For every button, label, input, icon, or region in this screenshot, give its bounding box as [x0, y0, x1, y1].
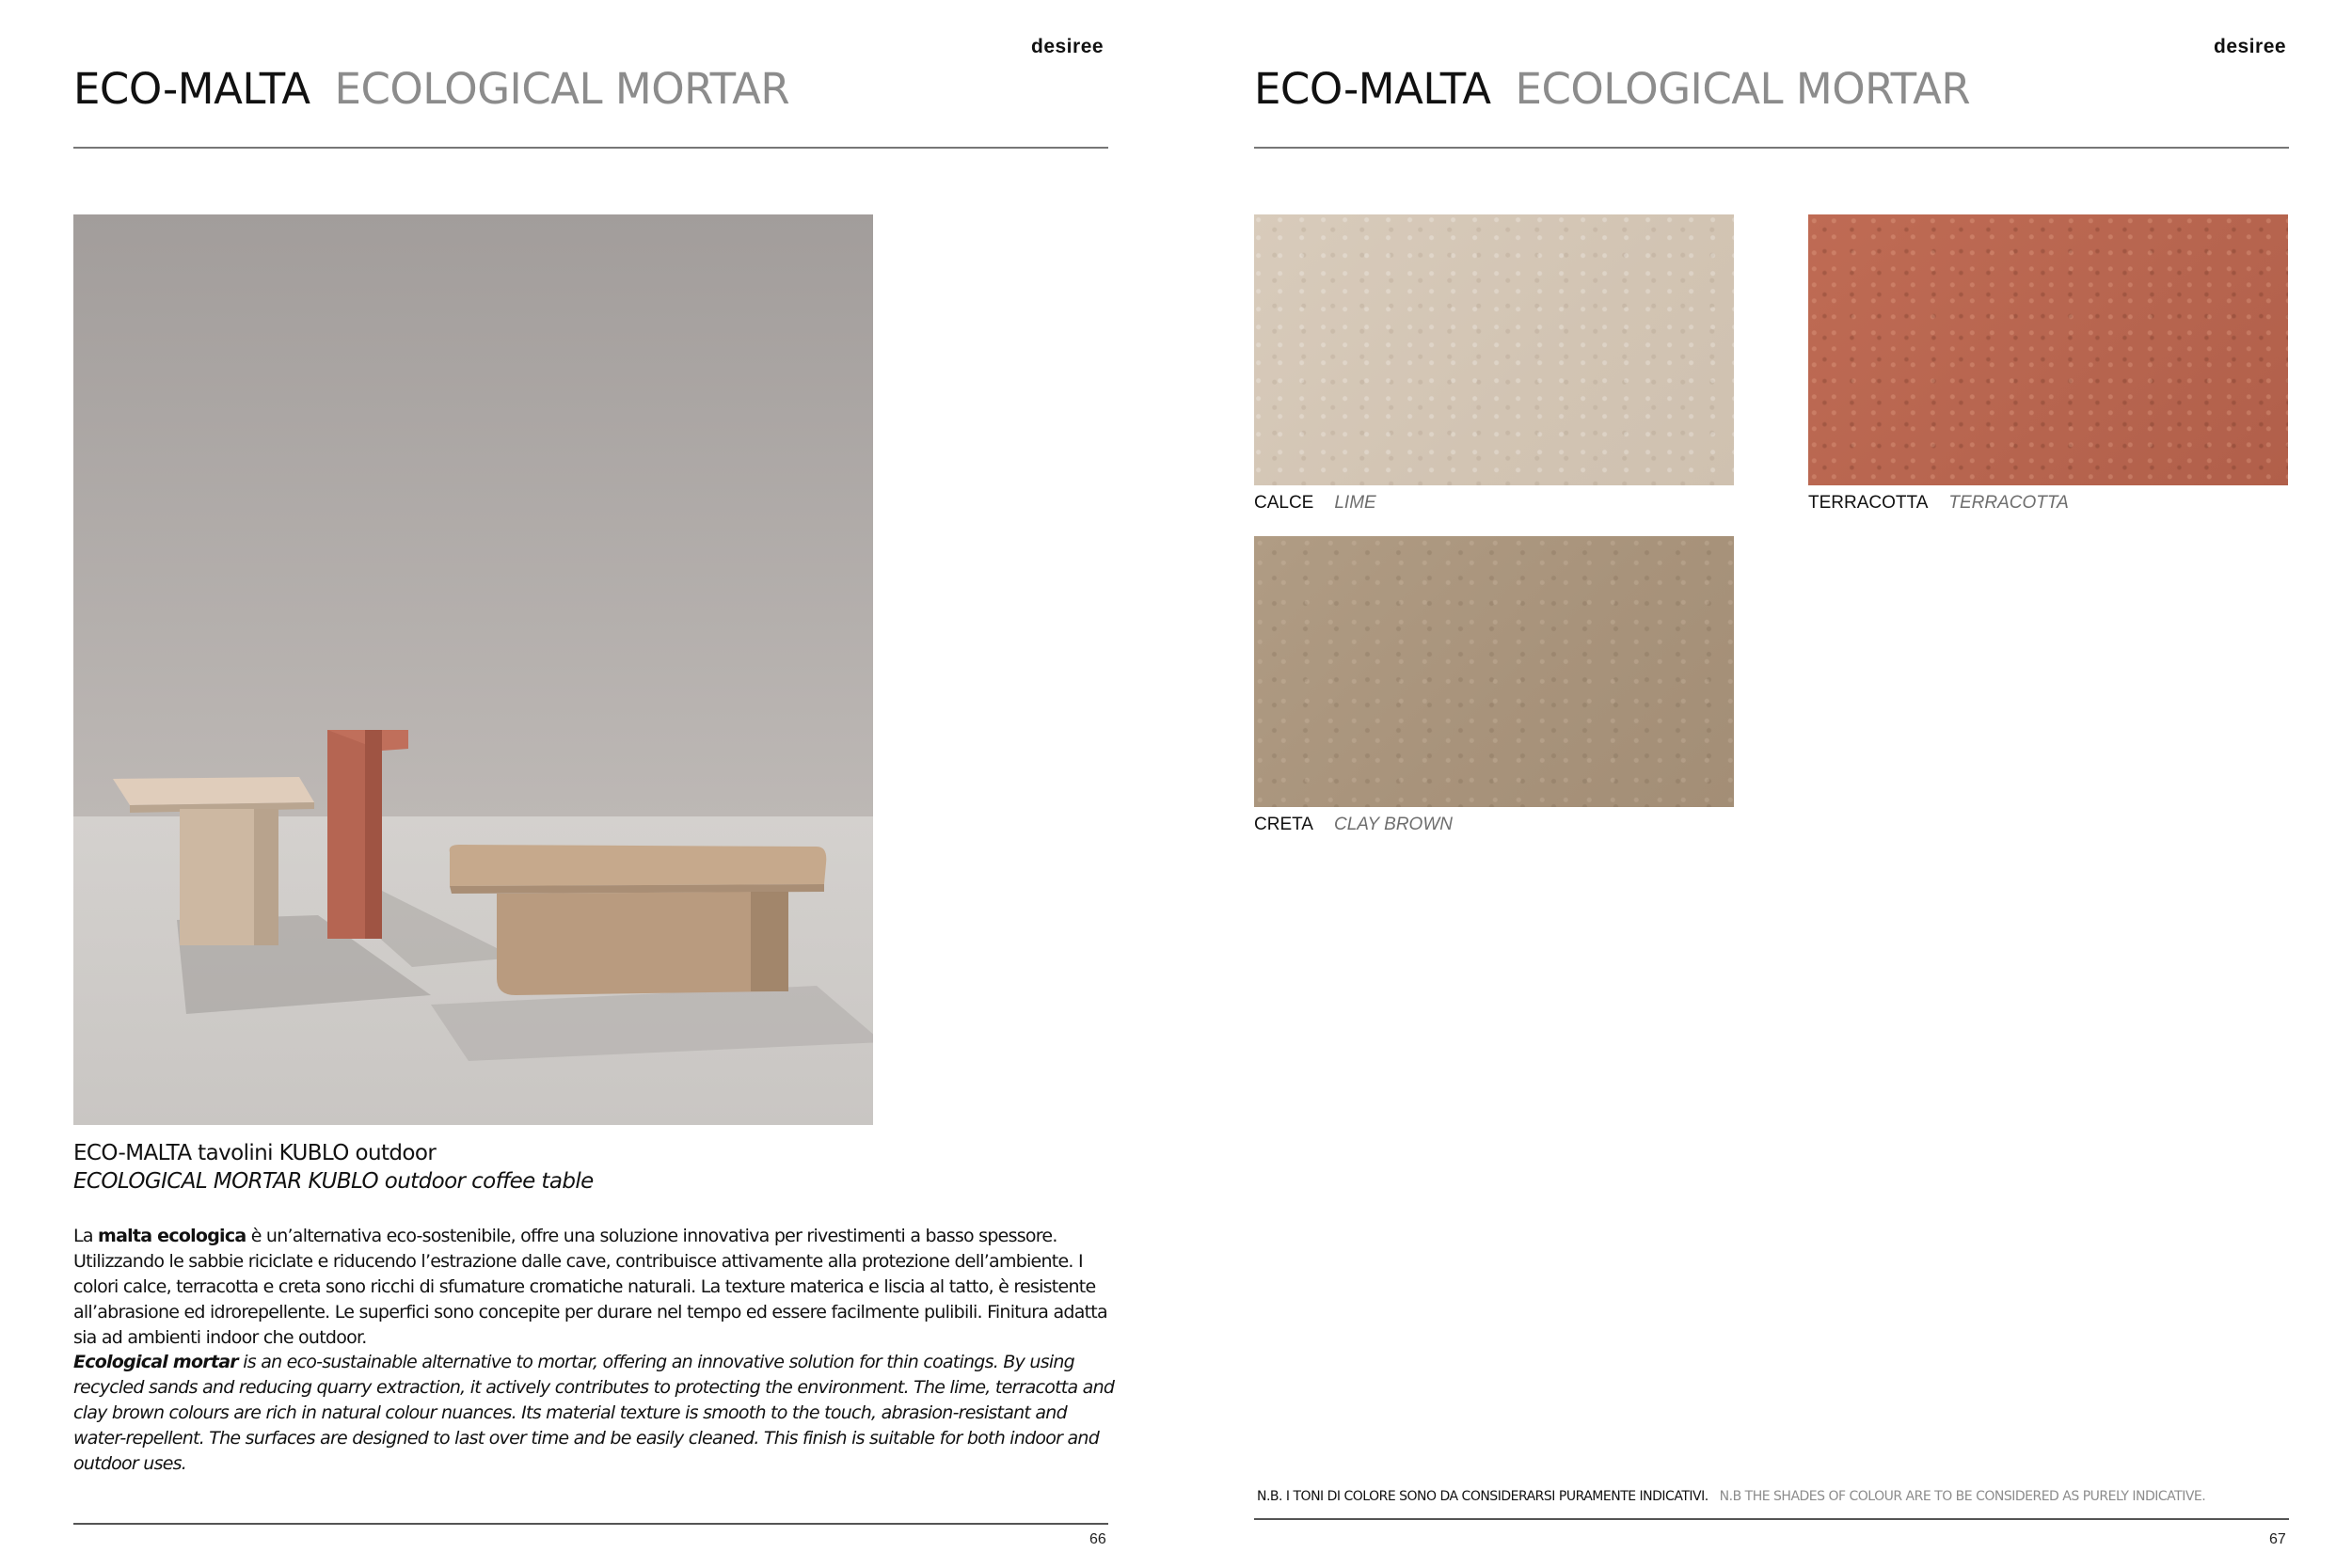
swatch-calce	[1254, 214, 1734, 485]
swatch-label-calce	[1254, 493, 1376, 514]
page-number: 66	[1089, 1531, 1106, 1547]
title-main: ECO-MALTA	[1254, 64, 1491, 114]
brand-logo: desiree	[2214, 36, 2287, 57]
footer-divider	[73, 1523, 1108, 1525]
para-en-text: is an eco-sustainable alternative to mortar, offering an innovative solution for thin coatings. By using recycled sands and reducing quarry extraction, it actively contributes to protecting the environment. The lime, terracotta and clay brown colours are rich in natural colour nuances. Its material texture is smooth to the touch, abrasion-resistant and water-repellent. The surfaces are designed to last over time and be easily cleaned. This finish is suitable for both indoor and outdoor uses.	[73, 1352, 1115, 1474]
swatch-english: TERRACOTTA	[1948, 493, 2069, 513]
brand-logo: desiree	[1031, 36, 1104, 57]
para-it-text: è un’alternativa eco-sostenibile, offre una soluzione innovativa per rivestimenti a basso spessore. Utilizzando le sabbie riciclate e riducendo l’estrazione dalle cave, contribuisce attivamente alla protezione dell’ambiente. I colori calce, terracotta e creta sono ricchi di sfumature cromatiche naturali. La texture materica e liscia al tatto, è resistente all’abrasione ed idrorepellente. Le superfici sono concepite per durare nel tempo ed essere facilmente pulibili. Finitura adatta sia ad ambienti indoor che outdoor.	[73, 1226, 1107, 1348]
swatch-terracotta	[1808, 214, 2288, 485]
swatch-label-terracotta	[1808, 493, 2069, 514]
header-divider	[73, 147, 1108, 149]
kublo-tables-illustration	[73, 214, 873, 1125]
description-italian	[73, 1224, 1120, 1351]
description-english	[73, 1350, 1120, 1477]
header-divider	[1254, 147, 2289, 149]
swatch-name: TERRACOTTA	[1808, 493, 1929, 513]
swatch-creta	[1254, 536, 1734, 807]
photo-caption-italian: ECO-MALTA tavolini KUBLO outdoor	[73, 1141, 437, 1165]
disclaimer-english: N.B THE SHADES OF COLOUR ARE TO BE CONSIDERED AS PURELY INDICATIVE.	[1719, 1489, 2206, 1504]
swatch-english: CLAY BROWN	[1333, 815, 1453, 834]
title-main: ECO-MALTA	[73, 64, 310, 114]
disclaimer-italian: N.B. I TONI DI COLORE SONO DA CONSIDERARSI PURAMENTE INDICATIVI.	[1257, 1489, 1708, 1504]
product-photo	[73, 214, 873, 1125]
page-number: 67	[2269, 1531, 2286, 1547]
para-it-bold: malta ecologica	[98, 1226, 246, 1246]
para-it-prefix: La	[73, 1226, 99, 1246]
para-en-bold: Ecological mortar	[73, 1352, 238, 1372]
swatch-label-creta	[1254, 815, 1453, 835]
swatch-name: CRETA	[1254, 815, 1313, 834]
title-sub: ECOLOGICAL MORTAR	[334, 64, 790, 114]
page-title	[1254, 64, 1970, 114]
title-sub: ECOLOGICAL MORTAR	[1515, 64, 1971, 114]
photo-caption-english: ECOLOGICAL MORTAR KUBLO outdoor coffee table	[73, 1169, 594, 1194]
swatch-name: CALCE	[1254, 493, 1314, 513]
page-title	[73, 64, 789, 114]
color-disclaimer	[1257, 1489, 2205, 1504]
swatch-english: LIME	[1334, 493, 1376, 513]
footer-divider	[1254, 1518, 2289, 1520]
